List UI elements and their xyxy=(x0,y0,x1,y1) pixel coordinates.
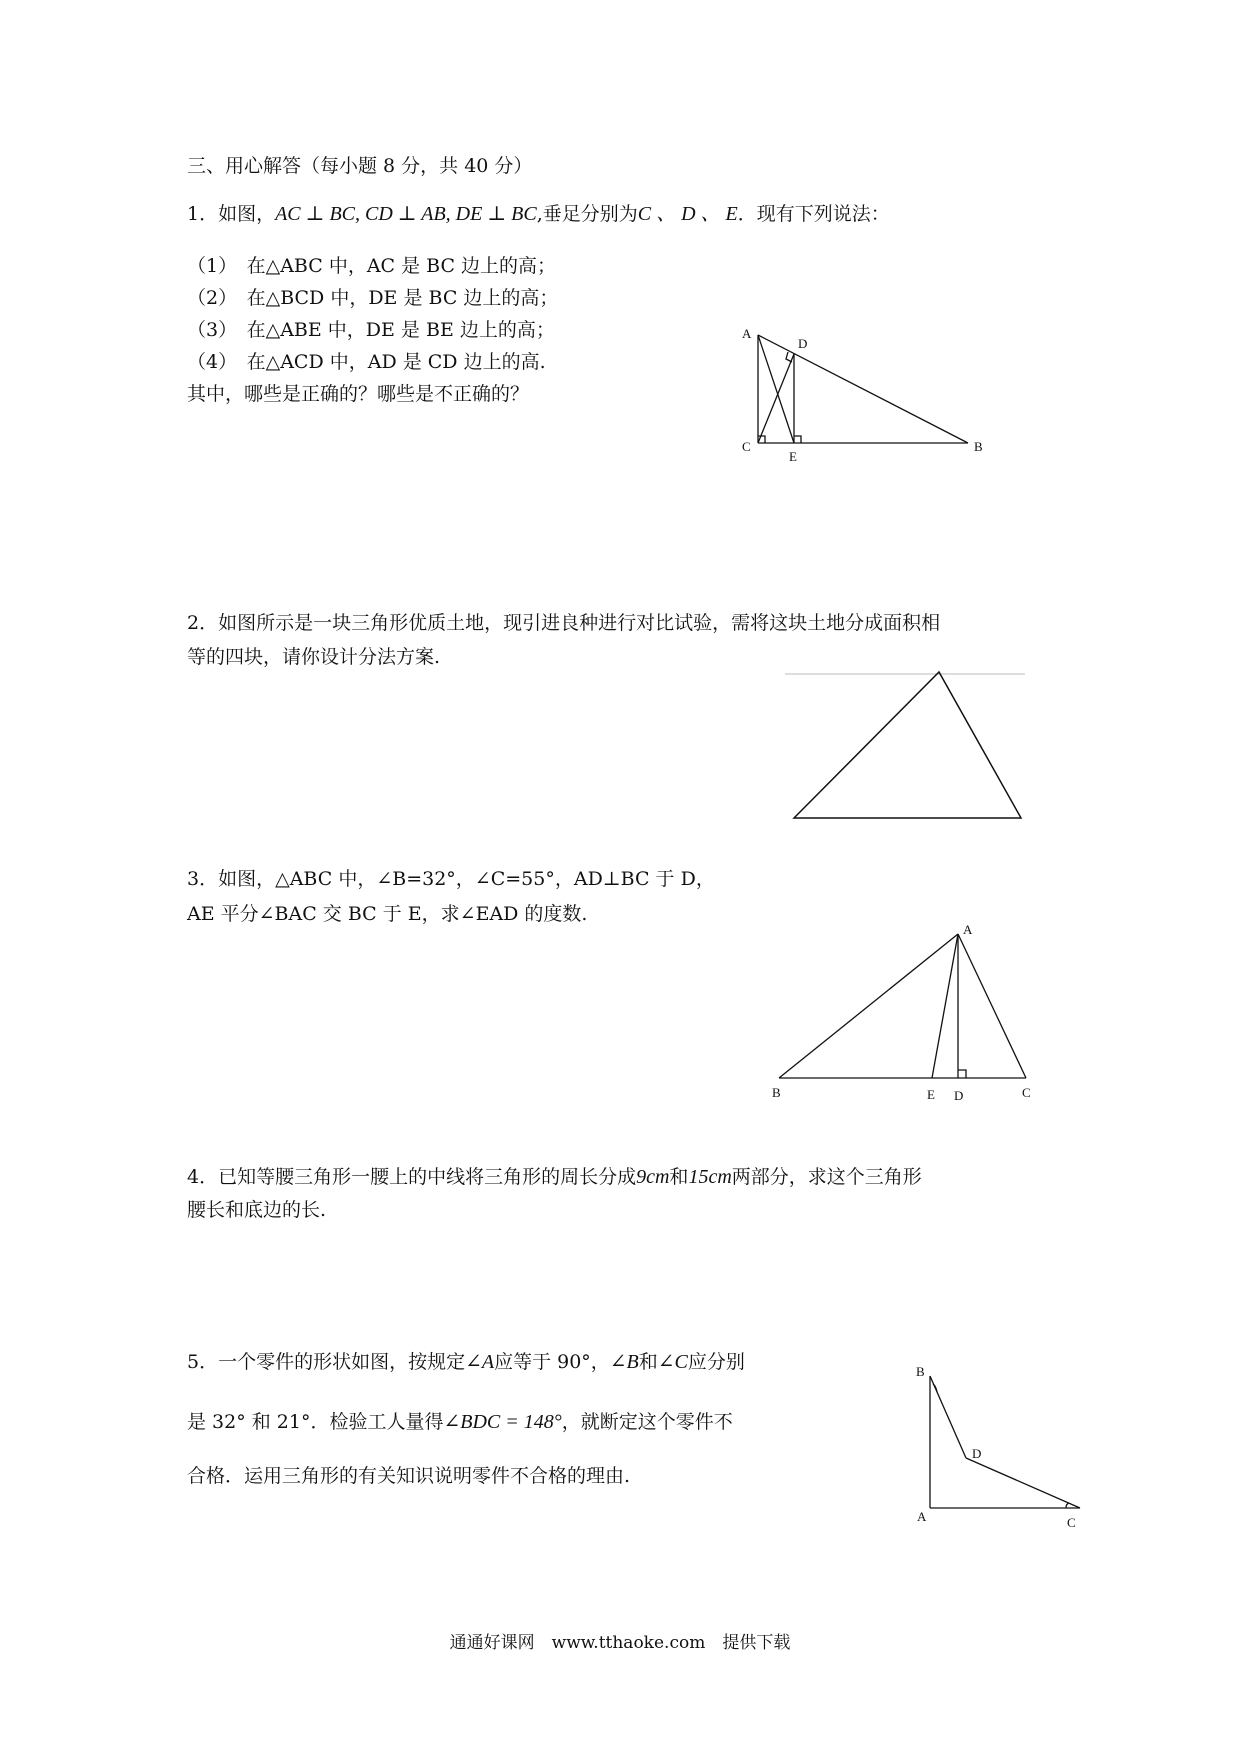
q1-statement-4: （4） 在△ACD 中，AD 是 CD 边上的高. xyxy=(187,351,546,373)
q1-label-e: E xyxy=(789,449,797,464)
q3-segment-ac xyxy=(958,934,1026,1078)
q3-segment-ae xyxy=(932,934,958,1078)
q4-length-1: 9cm xyxy=(636,1166,670,1188)
q4-line-1-c: 两部分，求这个三角形 xyxy=(731,1166,922,1188)
q2-line-1: 2．如图所示是一块三角形优质土地，现引进良种进行对比试验，需将这块土地分成面积相 xyxy=(187,612,941,634)
q5-line-1 xyxy=(187,1350,745,1374)
q2-triangle xyxy=(794,672,1021,818)
q5-line-2-a: 是 32° 和 21°．检验工人量得 xyxy=(187,1411,444,1433)
q5-line-1-a: 5．一个零件的形状如图，按规定 xyxy=(187,1351,466,1373)
q1-label-a: A xyxy=(742,326,752,341)
q1-figure xyxy=(730,325,1010,475)
q1-feet: C 、 D 、 E xyxy=(637,203,738,225)
section-heading: 三、用心解答（每小题 8 分，共 40 分） xyxy=(187,155,533,177)
q4-line-1-a: 4．已知等腰三角形一腰上的中线将三角形的周长分成 xyxy=(187,1166,637,1188)
q5-label-a: A xyxy=(917,1509,927,1524)
q1-statement-2: （2） 在△BCD 中，DE 是 BC 边上的高； xyxy=(187,287,559,309)
q5-line-1-c: 和 xyxy=(638,1351,658,1373)
q3-label-c: C xyxy=(1022,1085,1031,1100)
q1-intro-suffix: ,垂足分别为 xyxy=(536,203,638,225)
q1-intro xyxy=(187,202,890,226)
q5-line-3: 合格．运用三角形的有关知识说明零件不合格的理由. xyxy=(187,1465,631,1487)
q4-line-2: 腰长和底边的长. xyxy=(187,1199,327,1221)
q5-figure xyxy=(900,1360,1100,1550)
q3-line-2: AE 平分∠BAC 交 BC 于 E，求∠EAD 的度数. xyxy=(187,903,588,925)
q4-line-1 xyxy=(187,1165,922,1189)
q4-line-1-b: 和 xyxy=(669,1166,689,1188)
q5-angle-a: ∠A xyxy=(465,1351,495,1373)
q3-label-a: A xyxy=(963,922,973,937)
q1-right-angle-e xyxy=(794,436,801,443)
q1-label-d: D xyxy=(798,336,808,351)
q1-statement-3: （3） 在△ABE 中，DE 是 BE 边上的高； xyxy=(187,319,555,341)
q5-angle-bdc: ∠BDC = 148° xyxy=(443,1411,562,1433)
q1-segment-ab xyxy=(758,335,968,443)
q5-line-2 xyxy=(187,1410,733,1434)
q5-label-b: B xyxy=(916,1364,925,1379)
q3-label-e: E xyxy=(927,1087,935,1102)
q1-intro-math: AC ⊥ BC, CD ⊥ AB, DE ⊥ BC xyxy=(275,203,537,225)
q1-label-c: C xyxy=(742,439,751,454)
q3-right-angle-d xyxy=(958,1070,966,1078)
q4-length-2: 15cm xyxy=(688,1166,732,1188)
q5-line-2-b: ，就断定这个零件不 xyxy=(561,1411,733,1433)
footer-watermark: 通通好课网 www.tthaoke.com 提供下载 xyxy=(449,1633,791,1653)
q1-intro-end: ．现有下列说法： xyxy=(737,203,890,225)
q5-angle-mark-c xyxy=(1066,1503,1069,1508)
q3-label-b: B xyxy=(772,1085,781,1100)
q3-segment-ab xyxy=(779,934,958,1078)
q1-label-b: B xyxy=(974,439,983,454)
q3-line-1: 3．如图，△ABC 中，∠B=32°，∠C=55°，AD⊥BC 于 D， xyxy=(187,868,715,890)
q1-statement-1: （1） 在△ABC 中，AC 是 BC 边上的高； xyxy=(187,255,557,277)
q5-angle-c: ∠C xyxy=(657,1351,688,1373)
q2-line-2: 等的四块，请你设计分法方案. xyxy=(187,646,441,668)
q2-figure xyxy=(785,660,1045,830)
q5-angle-b: ∠B xyxy=(609,1351,639,1373)
q1-segment-cd xyxy=(758,354,794,443)
q5-line-1-b: 应等于 90°， xyxy=(494,1351,610,1373)
q5-label-d: D xyxy=(972,1446,982,1461)
q5-label-c: C xyxy=(1067,1515,1076,1530)
q1-intro-prefix: 1．如图， xyxy=(187,203,276,225)
q3-label-d: D xyxy=(954,1088,964,1103)
q1-question: 其中，哪些是正确的？哪些是不正确的？ xyxy=(187,383,530,405)
q5-line-1-d: 应分别 xyxy=(687,1351,745,1373)
q3-figure xyxy=(770,920,1050,1120)
q5-segment-dc xyxy=(966,1458,1080,1508)
